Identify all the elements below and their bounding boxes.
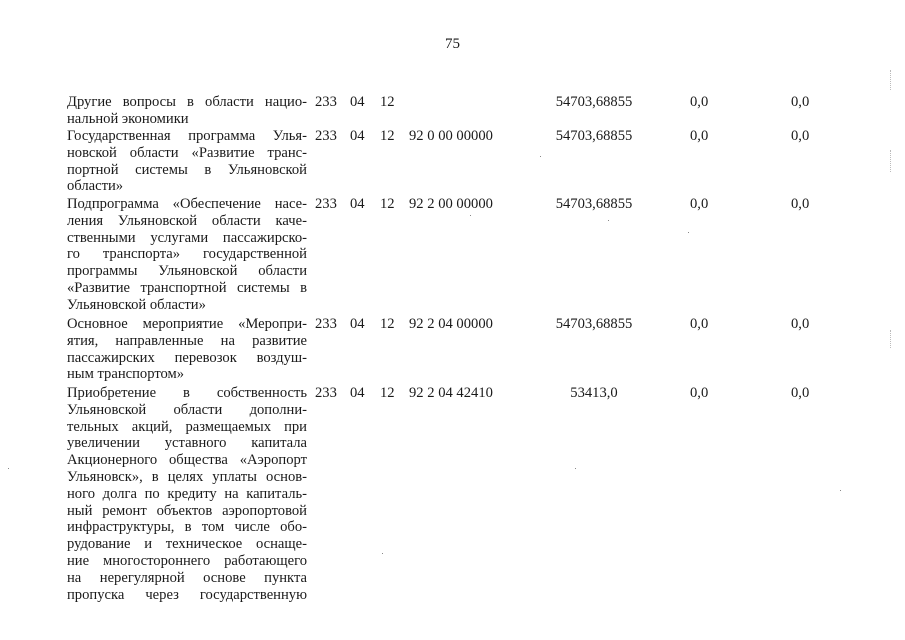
admin-code: 233 xyxy=(315,316,337,332)
scan-artifact xyxy=(840,490,841,491)
amount-year2: 0,0 xyxy=(690,128,709,144)
target-code: 92 2 00 00000 xyxy=(409,196,493,212)
scan-artifact xyxy=(470,215,471,216)
description-line: го транспорта» государственной xyxy=(67,246,307,263)
amount-year2: 0,0 xyxy=(690,94,709,110)
admin-code: 233 xyxy=(315,385,337,401)
description-line: нальной экономики xyxy=(67,110,189,127)
description-line: Ульяновск», в целях уплаты основ- xyxy=(67,468,307,485)
row-description xyxy=(67,94,307,128)
description-line: пропуска через государственную xyxy=(67,586,307,603)
section-code: 04 xyxy=(350,196,365,212)
section-code: 04 xyxy=(350,316,365,332)
amount-year1: 53413,0 xyxy=(570,385,618,401)
scan-artifact xyxy=(890,150,892,172)
description-line: Подпрограмма «Обеспечение насе- xyxy=(67,196,307,212)
subsection-code: 12 xyxy=(380,128,395,144)
description-line: Приобретение в собственность xyxy=(67,385,307,401)
description-line: тельных акций, размещаемых при xyxy=(67,418,307,435)
description-line: инфраструктуры, в том числе обо- xyxy=(67,519,307,536)
amount-year3: 0,0 xyxy=(791,196,810,212)
section-code: 04 xyxy=(350,94,365,110)
subsection-code: 12 xyxy=(380,316,395,332)
description-line: Ульяновской области» xyxy=(67,296,206,313)
admin-code: 233 xyxy=(315,128,337,144)
scan-artifact xyxy=(382,553,383,554)
subsection-code: 12 xyxy=(380,196,395,212)
row-description xyxy=(67,385,307,603)
amount-year2: 0,0 xyxy=(690,196,709,212)
scan-artifact xyxy=(890,70,892,90)
subsection-code: 12 xyxy=(380,385,395,401)
amount-year2: 0,0 xyxy=(690,385,709,401)
description-line: ного долга по кредиту на капиталь- xyxy=(67,485,307,502)
description-line: ственными услугами пассажирско- xyxy=(67,229,307,246)
description-line: Ульяновской области дополни- xyxy=(67,401,307,418)
subsection-code: 12 xyxy=(380,94,395,110)
section-code: 04 xyxy=(350,128,365,144)
description-line: ятия, направленные на развитие xyxy=(67,332,307,349)
amount-year1: 54703,68855 xyxy=(555,94,633,110)
amount-year1: 54703,68855 xyxy=(555,196,633,212)
amount-year3: 0,0 xyxy=(791,128,810,144)
scan-artifact xyxy=(608,220,609,221)
amount-year3: 0,0 xyxy=(791,316,810,332)
target-code: 92 0 00 00000 xyxy=(409,128,493,144)
row-description xyxy=(67,196,307,314)
description-line: программы Ульяновской области xyxy=(67,263,307,280)
amount-year3: 0,0 xyxy=(791,385,810,401)
description-line: ления Ульяновской области каче- xyxy=(67,212,307,229)
amount-year3: 0,0 xyxy=(791,94,810,110)
description-line: Государственная программа Улья- xyxy=(67,128,307,144)
target-code: 92 2 04 00000 xyxy=(409,316,493,332)
admin-code: 233 xyxy=(315,94,337,110)
description-line: рудование и техническое оснаще- xyxy=(67,536,307,553)
description-line: ние многостороннего работающего xyxy=(67,552,307,569)
scan-artifact xyxy=(575,468,576,469)
scan-artifact xyxy=(688,232,689,233)
admin-code: 233 xyxy=(315,196,337,212)
amount-year2: 0,0 xyxy=(690,316,709,332)
description-line: на нерегулярной основе пункта xyxy=(67,569,307,586)
description-line: области» xyxy=(67,178,124,195)
description-line: ный ремонт объектов аэропортовой xyxy=(67,502,307,519)
description-line: пассажирских перевозок воздуш- xyxy=(67,349,307,366)
description-line: Основное мероприятие «Меропри- xyxy=(67,316,307,332)
description-line: Акционерного общества «Аэропорт xyxy=(67,452,307,469)
scan-artifact xyxy=(890,330,892,348)
amount-year1: 54703,68855 xyxy=(555,316,633,332)
target-code: 92 2 04 42410 xyxy=(409,385,493,401)
scan-artifact xyxy=(8,468,9,469)
description-line: ным транспортом» xyxy=(67,366,185,383)
scan-artifact xyxy=(540,156,541,157)
row-description xyxy=(67,128,307,195)
description-line: увеличении уставного капитала xyxy=(67,435,307,452)
description-line: новской области «Развитие транс- xyxy=(67,144,307,161)
section-code: 04 xyxy=(350,385,365,401)
page-number: 75 xyxy=(445,36,460,52)
description-line: портной системы в Ульяновской xyxy=(67,161,307,178)
description-line: «Развитие транспортной системы в xyxy=(67,279,307,296)
description-line: Другие вопросы в области нацио- xyxy=(67,94,307,110)
row-description xyxy=(67,316,307,383)
amount-year1: 54703,68855 xyxy=(555,128,633,144)
